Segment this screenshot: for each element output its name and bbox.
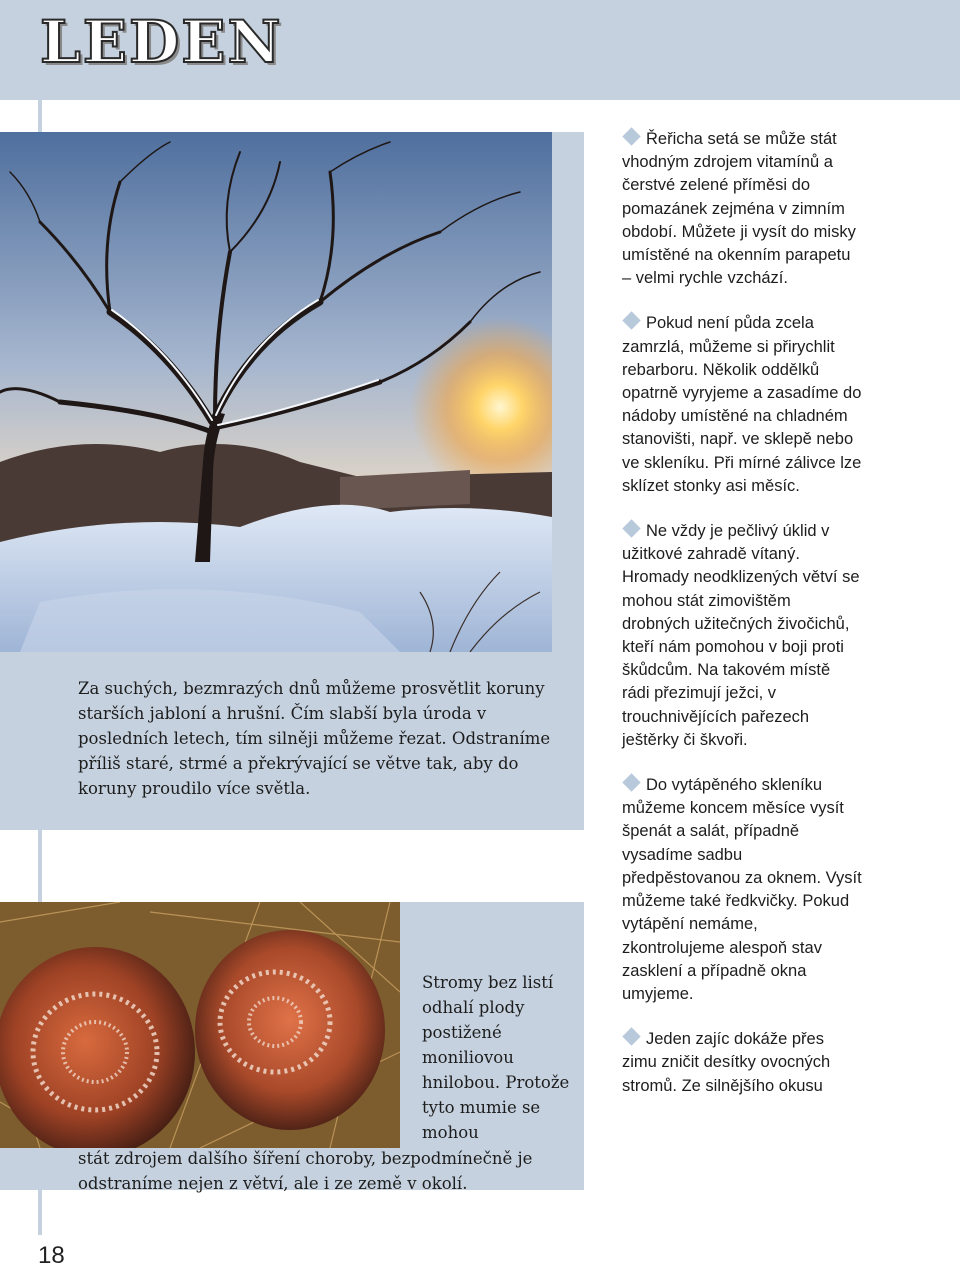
tip-text: Řeřicha setá se může stát vhodným zdrojem vitamínů a čerstvé zelené příměsi do pomazánek zejména v zimním období. Můžete ji vysít do misky umístěné na okenním parapetu – velmi rychle vzchází. xyxy=(622,130,856,288)
winter-tree-illustration xyxy=(0,132,552,652)
tip-text: Do vytápěného skleníku můžeme koncem měsíce vysít špenát a salát, případně vysadíme sadbu předpěstovanou za oknem. Vysít můžeme také ředkvičky. Pokud vytápění nemáme, zkontrolujeme alespoň stav zasklení a případně okna umyjeme. xyxy=(622,776,862,1003)
diamond-bullet-icon xyxy=(622,127,640,145)
page-number: 18 xyxy=(38,1242,65,1269)
tip-text: Jeden zajíc dokáže přes zimu zničit desítky ovocných stromů. Ze silnějšího okusu xyxy=(622,1030,831,1095)
tip-item xyxy=(622,520,862,752)
tip-item xyxy=(622,774,862,1006)
winter-tree-photo xyxy=(0,132,552,652)
caption-moniliosis-end: stát zdrojem dalšího šíření choroby, bezpodmínečně je odstraníme nejen z větví, ale i ze země v okolí. xyxy=(78,1149,533,1193)
caption-moniliosis-start: Stromy bez listí odhalí plody postižené moniliovou hnilobou. Protože tyto mumie se mohou xyxy=(422,973,570,1142)
diamond-bullet-icon xyxy=(622,1027,640,1045)
page-title: LEDEN xyxy=(40,8,283,76)
tip-item xyxy=(622,128,862,290)
diamond-bullet-icon xyxy=(622,519,640,537)
diamond-bullet-icon xyxy=(622,773,640,791)
rotten-apples-illustration xyxy=(0,902,400,1148)
tip-item xyxy=(622,1028,862,1098)
rotten-apples-photo xyxy=(0,902,400,1148)
tips-column xyxy=(622,128,862,1120)
diamond-bullet-icon xyxy=(622,312,640,330)
tip-text: Ne vždy je pečlivý úklid v užitkové zahradě vítaný. Hromady neodklizených větví se mohou stát zimovištěm drobných užitečných živočichů, kteří nám pomohou v boji proti škůdcům. Na takovém místě rádi přezimují ježci, v trouchnivějících pařezech ještěrky či škvoři. xyxy=(622,522,860,749)
tip-text: Pokud není půda zcela zamrzlá, můžeme si přirychlit rebarboru. Několik oddělků opatrně vyryjeme a zasadíme do nádoby umístěné na chladném stanovišti, např. ve sklepě nebo ve skleníku. Při mírné zálivce lze sklízet stonky asi měsíc. xyxy=(622,314,862,495)
tip-item xyxy=(622,312,862,498)
caption-pruning: Za suchých, bezmrazých dnů můžeme prosvětlit koruny starších jabloní a hrušní. Čím slabší byla úroda v posledních letech, tím silněji můžeme řezat. Odstraníme příliš staré, strmé a překrývající se větve tak, aby do koruny proudilo více světla. xyxy=(78,679,551,798)
